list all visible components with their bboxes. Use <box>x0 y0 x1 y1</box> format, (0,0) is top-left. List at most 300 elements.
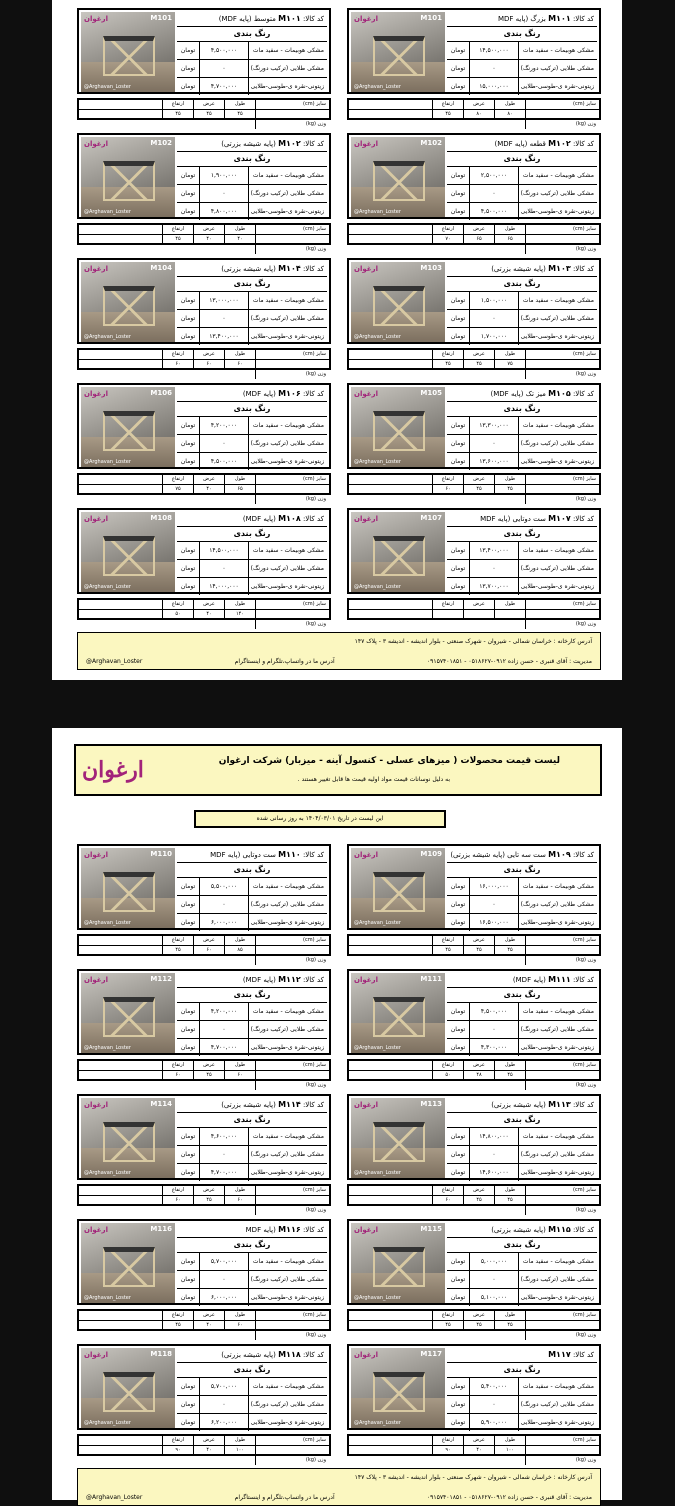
product-info <box>347 8 601 94</box>
width-label: عرض <box>193 1436 224 1445</box>
width-value: ۴۵ <box>463 1321 494 1330</box>
management-contact: مدیریت : آقای قنبری - حسن زاده ۰۹۱۲-۰۵۱۸۶۲۷ - ۰۹۱۵۷۴۰۱۸۵۱ <box>426 1494 592 1501</box>
product-card <box>347 508 601 627</box>
product-info <box>77 969 331 1055</box>
finish-label: مشکی هوبیمات - سفید مات <box>522 547 594 554</box>
width-value: ۴۰ <box>193 1446 224 1455</box>
size-label: سایز (cm) <box>255 1061 329 1070</box>
product-code: M۱۱۸ <box>278 1350 301 1359</box>
product-code: M۱۰۷ <box>548 514 571 523</box>
photo-watermark: @Arghavan_Loster <box>354 1295 401 1301</box>
product-photo <box>351 1223 445 1303</box>
product-code: M۱۱۵ <box>548 1225 571 1234</box>
currency: تومان <box>177 542 200 559</box>
product-info <box>347 844 601 930</box>
price-row <box>177 417 327 435</box>
finish-label: مشکی طلایی (ترکیب دورنگ) <box>250 565 324 572</box>
price-value: ۱۵,۰۰۰,۰۰۰ <box>470 78 519 95</box>
width-value <box>463 610 494 619</box>
finish-label: زیتونی-نقره ی-طوسی-طلایی <box>520 583 594 590</box>
size-label: سایز (cm) <box>255 600 329 609</box>
product-card <box>347 969 601 1088</box>
size-label: سایز (cm) <box>525 1436 599 1445</box>
product-header <box>447 1223 597 1238</box>
currency: تومان <box>447 78 470 95</box>
width-value: ۴۵ <box>463 946 494 955</box>
currency: تومان <box>177 1039 200 1056</box>
price-row <box>447 292 597 310</box>
product-header <box>447 1098 597 1113</box>
currency: تومان <box>177 560 200 577</box>
photo-logo: ارغوان <box>84 1226 108 1234</box>
currency: تومان <box>447 1414 470 1431</box>
product-desc: (پایه شیشه بزرتی) <box>221 140 276 148</box>
height-label: ارتفاع <box>432 1186 463 1195</box>
code-label: کد کالا: <box>302 140 324 148</box>
finish-label: مشکی هوبیمات - سفید مات <box>522 422 594 429</box>
finish-label: مشکی هوبیمات - سفید مات <box>252 297 324 304</box>
price-row <box>447 435 597 453</box>
photo-watermark: @Arghavan_Loster <box>354 1045 401 1051</box>
finish-label: مشکی هوبیمات - سفید مات <box>252 1258 324 1265</box>
photo-watermark: @Arghavan_Loster <box>84 1170 131 1176</box>
length-label: طول <box>224 100 255 109</box>
product-card <box>77 383 331 502</box>
price-value: ۴,۷۰۰,۰۰۰ <box>200 78 249 95</box>
length-label: طول <box>224 936 255 945</box>
currency: تومان <box>447 1396 470 1413</box>
width-label: عرض <box>193 936 224 945</box>
photo-code: M115 <box>420 1225 442 1233</box>
currency: تومان <box>177 78 200 95</box>
currency: تومان <box>177 310 200 327</box>
photo-watermark: @Arghavan_Loster <box>354 920 401 926</box>
product-code: M۱۰۲ <box>278 139 301 148</box>
product-desc: بزرگ (پایه MDF <box>497 15 546 23</box>
currency: تومان <box>177 1021 200 1038</box>
code-label: کد کالا: <box>302 1101 324 1109</box>
height-value: ۷۵ <box>162 485 193 494</box>
photo-logo: ارغوان <box>354 265 378 273</box>
length-value: ۸۰ <box>494 110 525 119</box>
photo-code: M114 <box>150 1100 172 1108</box>
product-code: M۱۰۱ <box>548 14 571 23</box>
width-label: عرض <box>193 600 224 609</box>
price-value: ۴,۷۰۰,۰۰۰ <box>200 1164 249 1181</box>
price-value: ۵,۰۰۰,۰۰۰ <box>470 1253 519 1270</box>
product-card <box>77 8 331 127</box>
width-label: عرض <box>463 600 494 609</box>
photo-watermark: @Arghavan_Loster <box>354 584 401 590</box>
currency: تومان <box>447 878 470 895</box>
finish-label: مشکی طلایی (ترکیب دورنگ) <box>250 1151 324 1158</box>
price-row <box>177 203 327 220</box>
width-value: ۴۵ <box>463 485 494 494</box>
product-header <box>447 1348 597 1363</box>
price-value: ۴,۶۰۰,۰۰۰ <box>200 1128 249 1145</box>
color-band: رنگ بندی <box>177 1238 327 1253</box>
finish-label: مشکی طلایی (ترکیب دورنگ) <box>520 440 594 447</box>
price-value: ۴,۷۰۰,۰۰۰ <box>200 1039 249 1056</box>
footer-p1 <box>77 632 601 670</box>
product-header <box>447 137 597 152</box>
width-label: عرض <box>193 1311 224 1320</box>
factory-address: آدرس کارخانه : خراسان شمالی - شیروان - شهرک صنعتی - بلوار اندیشه - اندیشه ۳ - پلاک ۱۴۷ <box>354 1474 592 1481</box>
photo-code: M101 <box>150 14 172 22</box>
price-value: ۴,۸۰۰,۰۰۰ <box>200 203 249 220</box>
photo-watermark: @Arghavan_Loster <box>84 1420 131 1426</box>
currency: تومان <box>177 1271 200 1288</box>
width-label: عرض <box>463 1186 494 1195</box>
price-value: ۶,۰۰۰,۰۰۰ <box>200 1289 249 1306</box>
product-header <box>447 12 597 27</box>
price-value: ۰ <box>200 1271 249 1288</box>
price-list-page-2 <box>52 728 622 1500</box>
currency: تومان <box>447 203 470 220</box>
price-row <box>177 1414 327 1431</box>
finish-label: زیتونی-نقره ی-طوسی-طلایی <box>250 458 324 465</box>
price-value: ۵,۹۰۰,۰۰۰ <box>470 1414 519 1431</box>
price-row <box>177 1146 327 1164</box>
product-photo <box>81 1348 175 1428</box>
product-card <box>347 1344 601 1463</box>
width-value: ۴۵ <box>463 1196 494 1205</box>
product-header <box>447 973 597 988</box>
currency: تومان <box>177 167 200 184</box>
social-handle: @Arghavan_Loster <box>86 658 143 665</box>
price-value: ۴,۵۰۰,۰۰۰ <box>470 1003 519 1020</box>
photo-code: M112 <box>150 975 172 983</box>
photo-code: M116 <box>150 1225 172 1233</box>
price-value: ۵,۵۰۰,۰۰۰ <box>200 878 249 895</box>
length-label: طول <box>494 475 525 484</box>
price-row <box>177 1039 327 1056</box>
price-row <box>177 1271 327 1289</box>
size-label: سایز (cm) <box>255 475 329 484</box>
product-card <box>77 1219 331 1338</box>
finish-label: زیتونی-نقره ی-طوسی-طلایی <box>250 1169 324 1176</box>
price-value: ۱۴,۵۰۰,۰۰۰ <box>200 542 249 559</box>
height-label: ارتفاع <box>432 1311 463 1320</box>
price-row <box>447 203 597 220</box>
currency: تومان <box>447 1289 470 1306</box>
height-value: ۵۰ <box>162 610 193 619</box>
width-value: ۴۰ <box>193 610 224 619</box>
price-value: ۰ <box>470 560 519 577</box>
photo-code: M105 <box>420 389 442 397</box>
price-value: ۱۴,۰۰۰,۰۰۰ <box>200 578 249 595</box>
size-label: سایز (cm) <box>525 936 599 945</box>
product-code: M۱۰۳ <box>548 264 571 273</box>
finish-label: زیتونی-نقره ی-طوسی-طلایی <box>250 1044 324 1051</box>
finish-label: مشکی طلایی (ترکیب دورنگ) <box>520 565 594 572</box>
header-box <box>74 744 602 796</box>
width-value: ۴۵ <box>193 1071 224 1080</box>
height-label: ارتفاع <box>162 1436 193 1445</box>
width-value: ۸۰ <box>463 110 494 119</box>
length-label: طول <box>494 350 525 359</box>
product-photo <box>351 1348 445 1428</box>
price-value: ۰ <box>200 896 249 913</box>
product-card <box>347 844 601 963</box>
product-desc: (پایه شیشه بزرتی) <box>221 265 276 273</box>
dimension-table <box>77 1059 331 1088</box>
product-photo <box>81 848 175 928</box>
price-value: ۴,۲۰۰,۰۰۰ <box>200 417 249 434</box>
price-row <box>177 42 327 60</box>
currency: تومان <box>447 578 470 595</box>
finish-label: مشکی هوبیمات - سفید مات <box>252 883 324 890</box>
price-row <box>177 167 327 185</box>
currency: تومان <box>177 42 200 59</box>
finish-label: زیتونی-نقره ی-طوسی-طلایی <box>520 1169 594 1176</box>
weight-label: وزن (kg) <box>525 1206 599 1215</box>
product-photo <box>81 262 175 342</box>
weight-label: وزن (kg) <box>255 495 329 504</box>
height-label: ارتفاع <box>162 350 193 359</box>
weight-label: وزن (kg) <box>255 1081 329 1090</box>
product-photo <box>81 137 175 217</box>
width-label: عرض <box>193 225 224 234</box>
length-label: طول <box>224 1436 255 1445</box>
width-value: ۴۰ <box>193 485 224 494</box>
finish-label: زیتونی-نقره ی-طوسی-طلایی <box>520 1294 594 1301</box>
weight-label: وزن (kg) <box>255 956 329 965</box>
length-label: طول <box>494 1061 525 1070</box>
price-value: ۰ <box>200 60 249 77</box>
photo-watermark: @Arghavan_Loster <box>84 584 131 590</box>
finish-label: زیتونی-نقره ی-طوسی-طلایی <box>250 919 324 926</box>
product-code: M۱۱۴ <box>278 1100 301 1109</box>
currency: تومان <box>447 914 470 931</box>
product-code: M۱۱۲ <box>278 975 301 984</box>
product-code: M۱۱۳ <box>548 1100 571 1109</box>
dimension-table <box>347 934 601 963</box>
product-card <box>77 969 331 1088</box>
length-value: ۱۴۰ <box>224 610 255 619</box>
width-label: عرض <box>193 100 224 109</box>
product-desc: (پایه شیشه بزرتی) <box>491 1226 546 1234</box>
product-desc: (پایه شیشه بزرتی) <box>491 265 546 273</box>
product-desc: (پایه شیشه بزرتی) <box>491 1101 546 1109</box>
price-value: ۰ <box>470 310 519 327</box>
currency: تومان <box>447 1164 470 1181</box>
price-value: ۴,۵۰۰,۰۰۰ <box>200 453 249 470</box>
dimension-table <box>347 98 601 127</box>
product-desc: (پایه شیشه بزرتی) <box>221 1351 276 1359</box>
finish-label: مشکی طلایی (ترکیب دورنگ) <box>250 1276 324 1283</box>
width-value: ۴۰ <box>193 1321 224 1330</box>
finish-label: مشکی هوبیمات - سفید مات <box>252 1008 324 1015</box>
photo-code: M106 <box>150 389 172 397</box>
finish-label: زیتونی-نقره ی-طوسی-طلایی <box>520 1419 594 1426</box>
photo-logo: ارغوان <box>354 976 378 984</box>
price-row <box>177 878 327 896</box>
color-band: رنگ بندی <box>177 152 327 167</box>
weight-label: وزن (kg) <box>525 1456 599 1465</box>
price-value: ۰ <box>200 1146 249 1163</box>
price-value: ۱۴,۵۰۰,۰۰۰ <box>470 42 519 59</box>
product-photo <box>351 512 445 592</box>
finish-label: مشکی طلایی (ترکیب دورنگ) <box>520 65 594 72</box>
weight-label: وزن (kg) <box>525 620 599 629</box>
photo-code: M104 <box>150 264 172 272</box>
factory-address: آدرس کارخانه : خراسان شمالی - شیروان - شهرک صنعتی - بلوار اندیشه - اندیشه ۳ - پلاک ۱۴۷ <box>354 638 592 645</box>
price-row <box>447 167 597 185</box>
currency: تومان <box>177 896 200 913</box>
currency: تومان <box>177 1164 200 1181</box>
weight-label: وزن (kg) <box>255 1206 329 1215</box>
price-value: ۴,۲۰۰,۰۰۰ <box>200 1003 249 1020</box>
height-value: ۹۰ <box>432 1446 463 1455</box>
height-value: ۴۵ <box>162 110 193 119</box>
currency: تومان <box>177 578 200 595</box>
height-value: ۵۰ <box>432 1071 463 1080</box>
finish-label: مشکی هوبیمات - سفید مات <box>252 172 324 179</box>
dimension-table <box>77 473 331 502</box>
product-card <box>347 383 601 502</box>
size-label: سایز (cm) <box>525 1186 599 1195</box>
price-row <box>447 1164 597 1181</box>
height-label: ارتفاع <box>162 1186 193 1195</box>
height-value: ۶۰ <box>162 360 193 369</box>
length-value: ۴۵ <box>494 1321 525 1330</box>
currency: تومان <box>447 1003 470 1020</box>
social-handle: @Arghavan_Loster <box>86 1494 143 1501</box>
photo-watermark: @Arghavan_Loster <box>84 84 131 90</box>
weight-label: وزن (kg) <box>255 1331 329 1340</box>
dimension-table <box>347 1434 601 1463</box>
price-row <box>177 578 327 595</box>
weight-label: وزن (kg) <box>255 1456 329 1465</box>
height-label: ارتفاع <box>162 600 193 609</box>
finish-label: مشکی هوبیمات - سفید مات <box>522 1008 594 1015</box>
product-photo <box>351 973 445 1053</box>
currency: تومان <box>177 1003 200 1020</box>
finish-label: مشکی طلایی (ترکیب دورنگ) <box>520 190 594 197</box>
photo-code: M110 <box>150 850 172 858</box>
dimension-table <box>347 1059 601 1088</box>
currency: تومان <box>447 310 470 327</box>
price-row <box>447 1396 597 1414</box>
product-card <box>347 1094 601 1213</box>
color-band: رنگ بندی <box>177 1363 327 1378</box>
photo-watermark: @Arghavan_Loster <box>84 334 131 340</box>
price-row <box>447 185 597 203</box>
height-value: ۴۵ <box>432 1321 463 1330</box>
weight-label: وزن (kg) <box>255 245 329 254</box>
finish-label: مشکی طلایی (ترکیب دورنگ) <box>520 901 594 908</box>
price-row <box>447 417 597 435</box>
width-value: ۶۵ <box>463 235 494 244</box>
product-info <box>77 508 331 594</box>
length-label: طول <box>224 1186 255 1195</box>
width-value: ۶۰ <box>193 360 224 369</box>
height-value: ۴۵ <box>432 110 463 119</box>
currency: تومان <box>177 435 200 452</box>
product-info <box>77 258 331 344</box>
price-value: ۱۳,۴۰۰,۰۰۰ <box>470 542 519 559</box>
page-subtitle: به دلیل نوسانات قیمت مواد اولیه قیمت ها قابل تغییر هستند . <box>297 776 450 783</box>
finish-label: مشکی هوبیمات - سفید مات <box>252 547 324 554</box>
length-value: ۱۰۰ <box>224 1446 255 1455</box>
weight-label: وزن (kg) <box>525 495 599 504</box>
length-value: ۴۵ <box>494 1196 525 1205</box>
product-info <box>347 1219 601 1305</box>
finish-label: مشکی طلایی (ترکیب دورنگ) <box>520 1276 594 1283</box>
currency: تومان <box>447 1271 470 1288</box>
dimension-table <box>347 348 601 377</box>
finish-label: مشکی هوبیمات - سفید مات <box>252 422 324 429</box>
price-value: ۴,۵۰۰,۰۰۰ <box>200 42 249 59</box>
price-row <box>447 1039 597 1056</box>
product-header <box>177 387 327 402</box>
product-desc: ست دوتایی (پایه MDF <box>480 515 546 523</box>
product-code: M۱۱۶ <box>278 1225 301 1234</box>
product-header <box>447 512 597 527</box>
currency: تومان <box>447 435 470 452</box>
photo-logo: ارغوان <box>354 515 378 523</box>
size-label: سایز (cm) <box>255 936 329 945</box>
code-label: کد کالا: <box>302 515 324 523</box>
photo-watermark: @Arghavan_Loster <box>354 334 401 340</box>
price-value: ۱,۵۰۰,۰۰۰ <box>470 292 519 309</box>
price-row <box>447 1414 597 1431</box>
price-row <box>177 542 327 560</box>
width-label: عرض <box>193 350 224 359</box>
dimension-table <box>77 1184 331 1213</box>
product-card <box>77 133 331 252</box>
currency: تومان <box>177 878 200 895</box>
price-row <box>447 1021 597 1039</box>
product-info <box>77 8 331 94</box>
price-row <box>177 1164 327 1181</box>
length-value: ۶۰ <box>224 360 255 369</box>
product-card <box>77 258 331 377</box>
product-info <box>77 133 331 219</box>
price-row <box>177 560 327 578</box>
price-row <box>447 60 597 78</box>
product-code: M۱۰۸ <box>278 514 301 523</box>
width-value: ۴۸ <box>463 1071 494 1080</box>
finish-label: زیتونی-نقره ی-طوسی-طلایی <box>520 333 594 340</box>
height-label: ارتفاع <box>432 350 463 359</box>
height-value: ۴۵ <box>432 946 463 955</box>
code-label: کد کالا: <box>302 390 324 398</box>
price-value: ۱۶,۵۰۰,۰۰۰ <box>470 914 519 931</box>
price-value: ۶,۲۰۰,۰۰۰ <box>200 1414 249 1431</box>
price-row <box>447 1128 597 1146</box>
price-row <box>177 1396 327 1414</box>
currency: تومان <box>447 185 470 202</box>
price-row <box>447 1146 597 1164</box>
price-row <box>177 1378 327 1396</box>
code-label: کد کالا: <box>572 265 594 273</box>
currency: تومان <box>177 60 200 77</box>
size-label: سایز (cm) <box>255 350 329 359</box>
height-value: ۶۰ <box>432 1196 463 1205</box>
finish-label: مشکی هوبیمات - سفید مات <box>522 883 594 890</box>
finish-label: مشکی هوبیمات - سفید مات <box>252 47 324 54</box>
weight-label: وزن (kg) <box>255 620 329 629</box>
product-photo <box>351 387 445 467</box>
currency: تومان <box>177 1396 200 1413</box>
price-value: ۰ <box>470 1146 519 1163</box>
length-label: طول <box>494 225 525 234</box>
price-value: ۰ <box>470 60 519 77</box>
currency: تومان <box>447 292 470 309</box>
size-label: سایز (cm) <box>525 100 599 109</box>
